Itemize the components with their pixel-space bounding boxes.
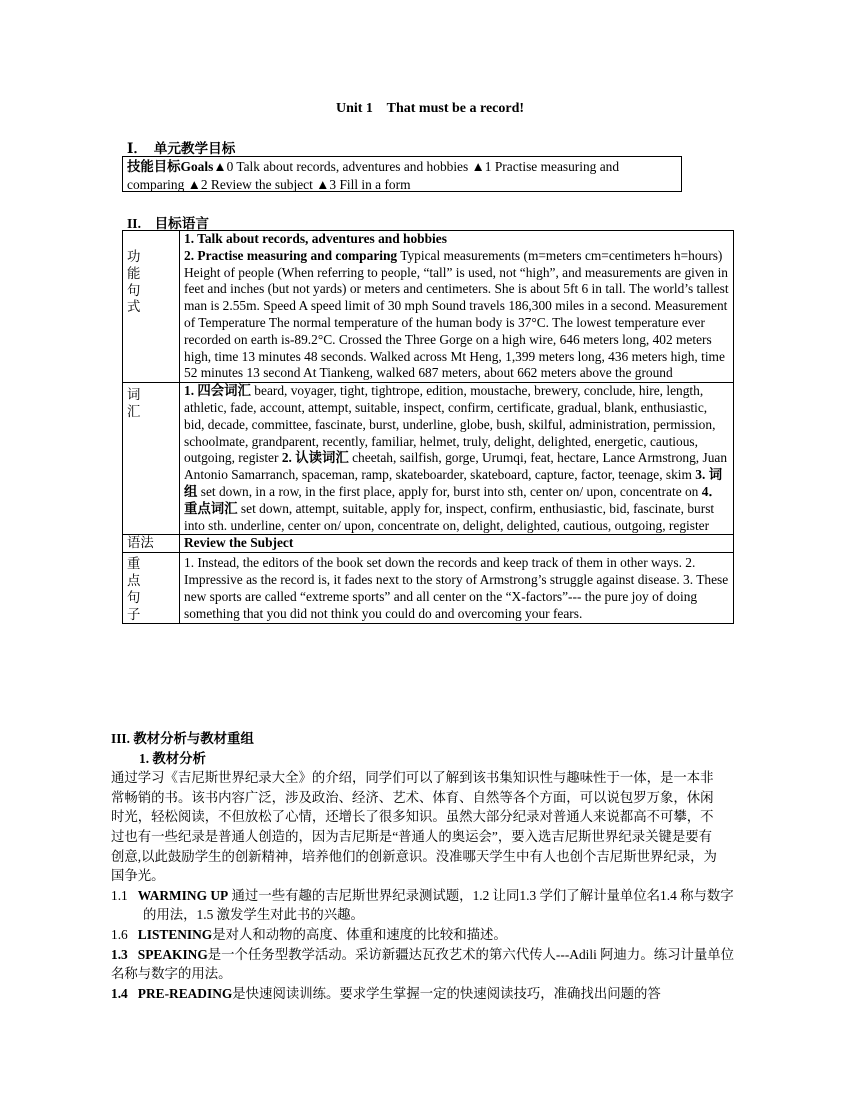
list-keyword: LISTENING <box>137 926 213 942</box>
table-row <box>123 231 734 383</box>
analysis-section <box>111 729 739 1003</box>
section-1-heading: Ⅰ． 单元教学目标 <box>127 141 236 156</box>
label-char: 句 <box>127 282 141 298</box>
section-2-heading: II. 目标语言 <box>127 216 209 231</box>
goals-box <box>122 156 682 192</box>
sentences-label <box>123 553 180 624</box>
list-number: 1.4 <box>111 985 128 1001</box>
label-char: 句 <box>127 589 141 605</box>
list-number: 1.1 <box>111 887 128 903</box>
label-char: 汇 <box>127 403 141 419</box>
vocab-text-4: set down, attempt, suitable, apply for, inspect, confirm, enthusiastic, bid, fascinate, burst into sth. underline, center on/ upon, concentrate on, delight, delighted, cautious, outgoing, register <box>184 500 715 533</box>
list-item <box>111 984 739 1004</box>
vocab-text-2: cheetah, sailfish, gorge, Urumqi, feat, hectare, Lance Armstrong, Juan Antonio Samarranch, spaceman, ramp, skateboarder, skateboard, capture, factor, teenage, skim <box>184 450 728 483</box>
label-char: 重 <box>127 556 141 572</box>
list-item <box>111 886 739 925</box>
function-content <box>180 231 734 383</box>
vocab-heading-4: 4．重点词汇 <box>184 483 722 516</box>
label-char: 点 <box>127 572 141 588</box>
label-char: 能 <box>127 265 141 281</box>
list-keyword: PRE-READING <box>137 985 233 1001</box>
list-keyword: SPEAKING <box>137 946 208 962</box>
vocab-text-3: set down, in a row, in the first place, apply for, burst into sth, center on/ upon, concentrate on <box>197 483 702 499</box>
table-row <box>123 535 734 553</box>
function-label <box>123 231 180 383</box>
section-3-heading: III. 教材分析与教材重组 <box>111 731 254 746</box>
list-text: 是对人和动物的高度、体重和速度的比较和描述。 <box>212 926 507 942</box>
subheading-analysis: 1. 教材分析 <box>139 750 206 766</box>
label-char: 词 <box>127 387 141 403</box>
list-text: 是快速阅读训练。要求学生掌握一定的快速阅读技巧，准确找出问题的答 <box>232 985 661 1001</box>
table-row <box>123 383 734 535</box>
vocab-text-1: beard, voyager, tight, tightrope, edition, moustache, brewery, conclude, hire, length, athletic, fade, account, attempt, suitable, inspect, confirm, certificate, gradual, blank, enthusiastic, bid, decade, committee, fascinate, burst, underline, globe, bush, skilful, administration, permission, schoolmate, grandparent, recently, familiar, helmet, truly, delight, delighted, energetic, cautious, outgoing, register <box>184 383 716 466</box>
list-number: 1.3 <box>111 946 128 962</box>
vocab-label <box>123 383 180 535</box>
vocab-heading-2: 2. 认读词汇 <box>281 450 349 466</box>
sentences-content: 1. Instead, the editors of the book set down the records and keep track of them in other ways. 2. Impressive as the record is, it fades next to the story of Armstrong’s struggle against disease. 3. These new sports are called “extreme sports” and all center on the “X-factors”--- the pure joy of doing something that you did not think you could do and overcoming your fears. <box>180 553 734 624</box>
grammar-label: 语法 <box>123 535 180 553</box>
list-text: 是一个任务型教学活动。采访新疆达瓦孜艺术的第六代传人---Adili 阿迪力。练习计量单位名称与数字的用法。 <box>111 946 735 982</box>
label-char: 子 <box>127 606 141 622</box>
target-language-table <box>122 230 734 624</box>
list-item <box>111 925 739 945</box>
table-row <box>123 553 734 624</box>
vocab-heading-1: 1. 四会词汇 <box>184 383 251 399</box>
list-number: 1.6 <box>111 926 128 942</box>
label-char: 功 <box>127 249 141 264</box>
vocab-content <box>180 383 734 535</box>
list-text: 通过一些有趣的吉尼斯世界纪录测试题，1.2 让同1.3 学们了解计量单位名1.4 称与数字的用法，1.5 激发学生对此书的兴趣。 <box>143 887 734 923</box>
function-heading-2: 2. Practise measuring and comparing <box>184 247 398 263</box>
goals-label: 技能目标Goals <box>127 159 214 174</box>
list-keyword: WARMING UP <box>137 887 229 903</box>
function-heading-1: 1. Talk about records, adventures and hobbies <box>184 231 447 246</box>
analysis-paragraph: 通过学习《吉尼斯世界纪录大全》的介绍，同学们可以了解到该书集知识性与趣味性于一体，是一本非常畅销的书。该书内容广泛，涉及政治、经济、艺术、体育、自然等各个方面，可以说包罗万象，休闲时光，轻松阅读，不但放松了心情，还增长了很多知识。虽然大部分纪录对普通人来说都高不可攀，不过也有一些纪录是普通人创造的，因为吉尼斯是“普通人的奥运会”，要入选吉尼斯世界纪录关键是要有创意,以此鼓励学生的创新精神，培养他们的创新意识。没准哪天学生中有人也创个吉尼斯世界纪录，为国争光。 <box>111 770 717 884</box>
page-title: Unit 1 That must be a record! <box>335 101 525 116</box>
grammar-content: Review the Subject <box>180 535 734 553</box>
goals-items: ▲0 Talk about records, adventures and hobbies ▲1 Practise measuring and comparing ▲2 Review the subject ▲3 Fill in a form <box>127 159 620 192</box>
list-item <box>111 945 739 984</box>
vocab-heading-3: 3. 词组 <box>184 467 723 499</box>
function-text: Typical measurements (m=meters cm=centimeters h=hours) Height of people (When referring to people, “tall” is used, not “high”, and measurements are given in feet and inches (but not yards) or meters and centimeters. She is about 5ft 6 in tall. The world’s tallest man is 2.55m. Speed A speed limit of 30 mph Sound travels 186,300 miles in a second. Measurement of Temperature The normal temperature of the human body is 37°C. The lowest temperature ever recorded on earth is-89.2°C. Crossed the Three Gorge on a high wire, 646 meters long, 402 meters high, time 13 minutes 48 seconds. Walked across Mt Heng, 1,399 meters long, 436 meters high, time 52 minutes 13 second At Tiankeng, walked 687 meters, about 662 meters above the ground <box>184 247 729 381</box>
label-char: 式 <box>127 299 141 315</box>
